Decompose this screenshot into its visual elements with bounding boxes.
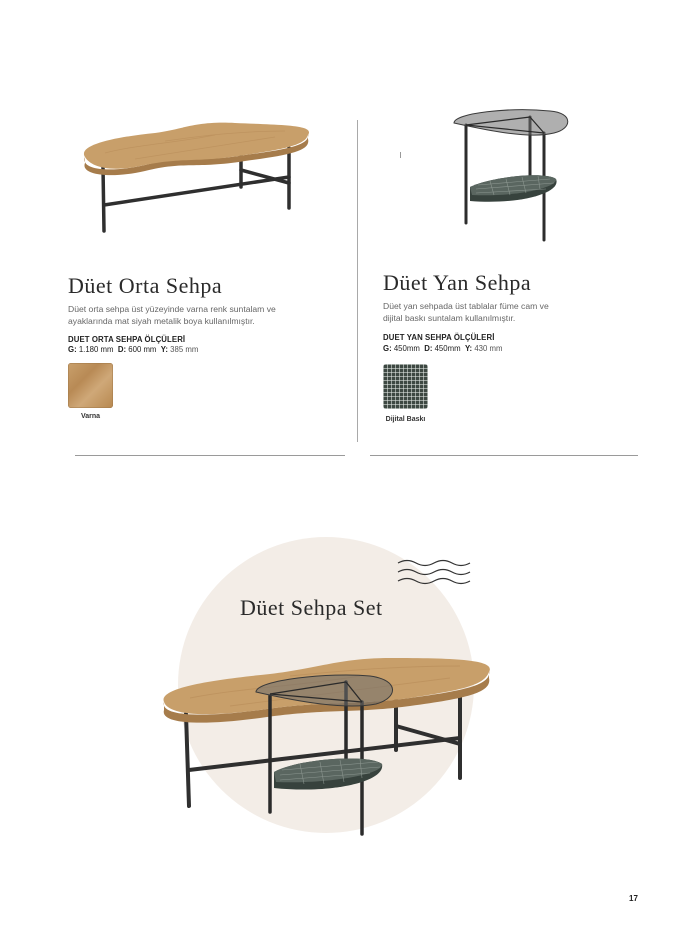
orta-sehpa-description-line: ayaklarında mat siyah metalik boya kullanılmıştır. (68, 315, 255, 326)
dijital-baski-swatch-label: Dijital Baskı (385, 416, 426, 423)
yan-sehpa-dims-title: DUET YAN SEHPA ÖLÇÜLERİ (383, 333, 495, 342)
dim-value: 385 mm (170, 345, 199, 354)
vertical-divider (357, 120, 358, 442)
right-horizontal-rule (370, 455, 638, 456)
dim-label: G: (383, 344, 392, 353)
sehpa-set-image (160, 652, 495, 842)
yan-sehpa-description (383, 301, 663, 324)
orta-sehpa-dims-title: DUET ORTA SEHPA ÖLÇÜLERİ (68, 335, 186, 344)
dim-label: D: (424, 344, 433, 353)
small-tick-mark (400, 152, 401, 158)
dim-label: Y: (160, 345, 168, 354)
dim-value: 450mm (434, 344, 461, 353)
yan-sehpa-image (450, 105, 575, 245)
yan-sehpa-dims (383, 344, 503, 353)
yan-sehpa-title: Düet Yan Sehpa (383, 270, 532, 295)
dim-label: D: (117, 345, 127, 354)
left-horizontal-rule (75, 455, 345, 456)
dim-label: G: (68, 345, 77, 354)
orta-sehpa-dims (68, 345, 198, 354)
dijital-baski-swatch (383, 364, 428, 409)
dim-value: 450mm (393, 344, 420, 353)
dim-value: 1.180 mm (78, 345, 114, 354)
set-title: Düet Sehpa Set (240, 595, 383, 620)
yan-sehpa-description-line: dijital baskı suntalam kullanılmıştır. (383, 312, 516, 323)
orta-sehpa-image (75, 115, 320, 240)
varna-swatch-label: Varna (80, 413, 101, 420)
page-number: 17 (629, 894, 638, 903)
dim-label: Y: (464, 344, 473, 353)
wave-decoration-icon (396, 558, 474, 586)
orta-sehpa-description-line: Düet orta sehpa üst yüzeyinde varna renk suntalam ve (68, 304, 276, 314)
dim-value: 430 mm (474, 344, 503, 353)
varna-swatch (68, 363, 113, 408)
orta-sehpa-description (68, 304, 348, 327)
orta-sehpa-title: Düet Orta Sehpa (68, 273, 223, 298)
dim-value: 600 mm (128, 345, 157, 354)
yan-sehpa-description-line: Düet yan sehpada üst tablalar füme cam ve (383, 301, 549, 311)
